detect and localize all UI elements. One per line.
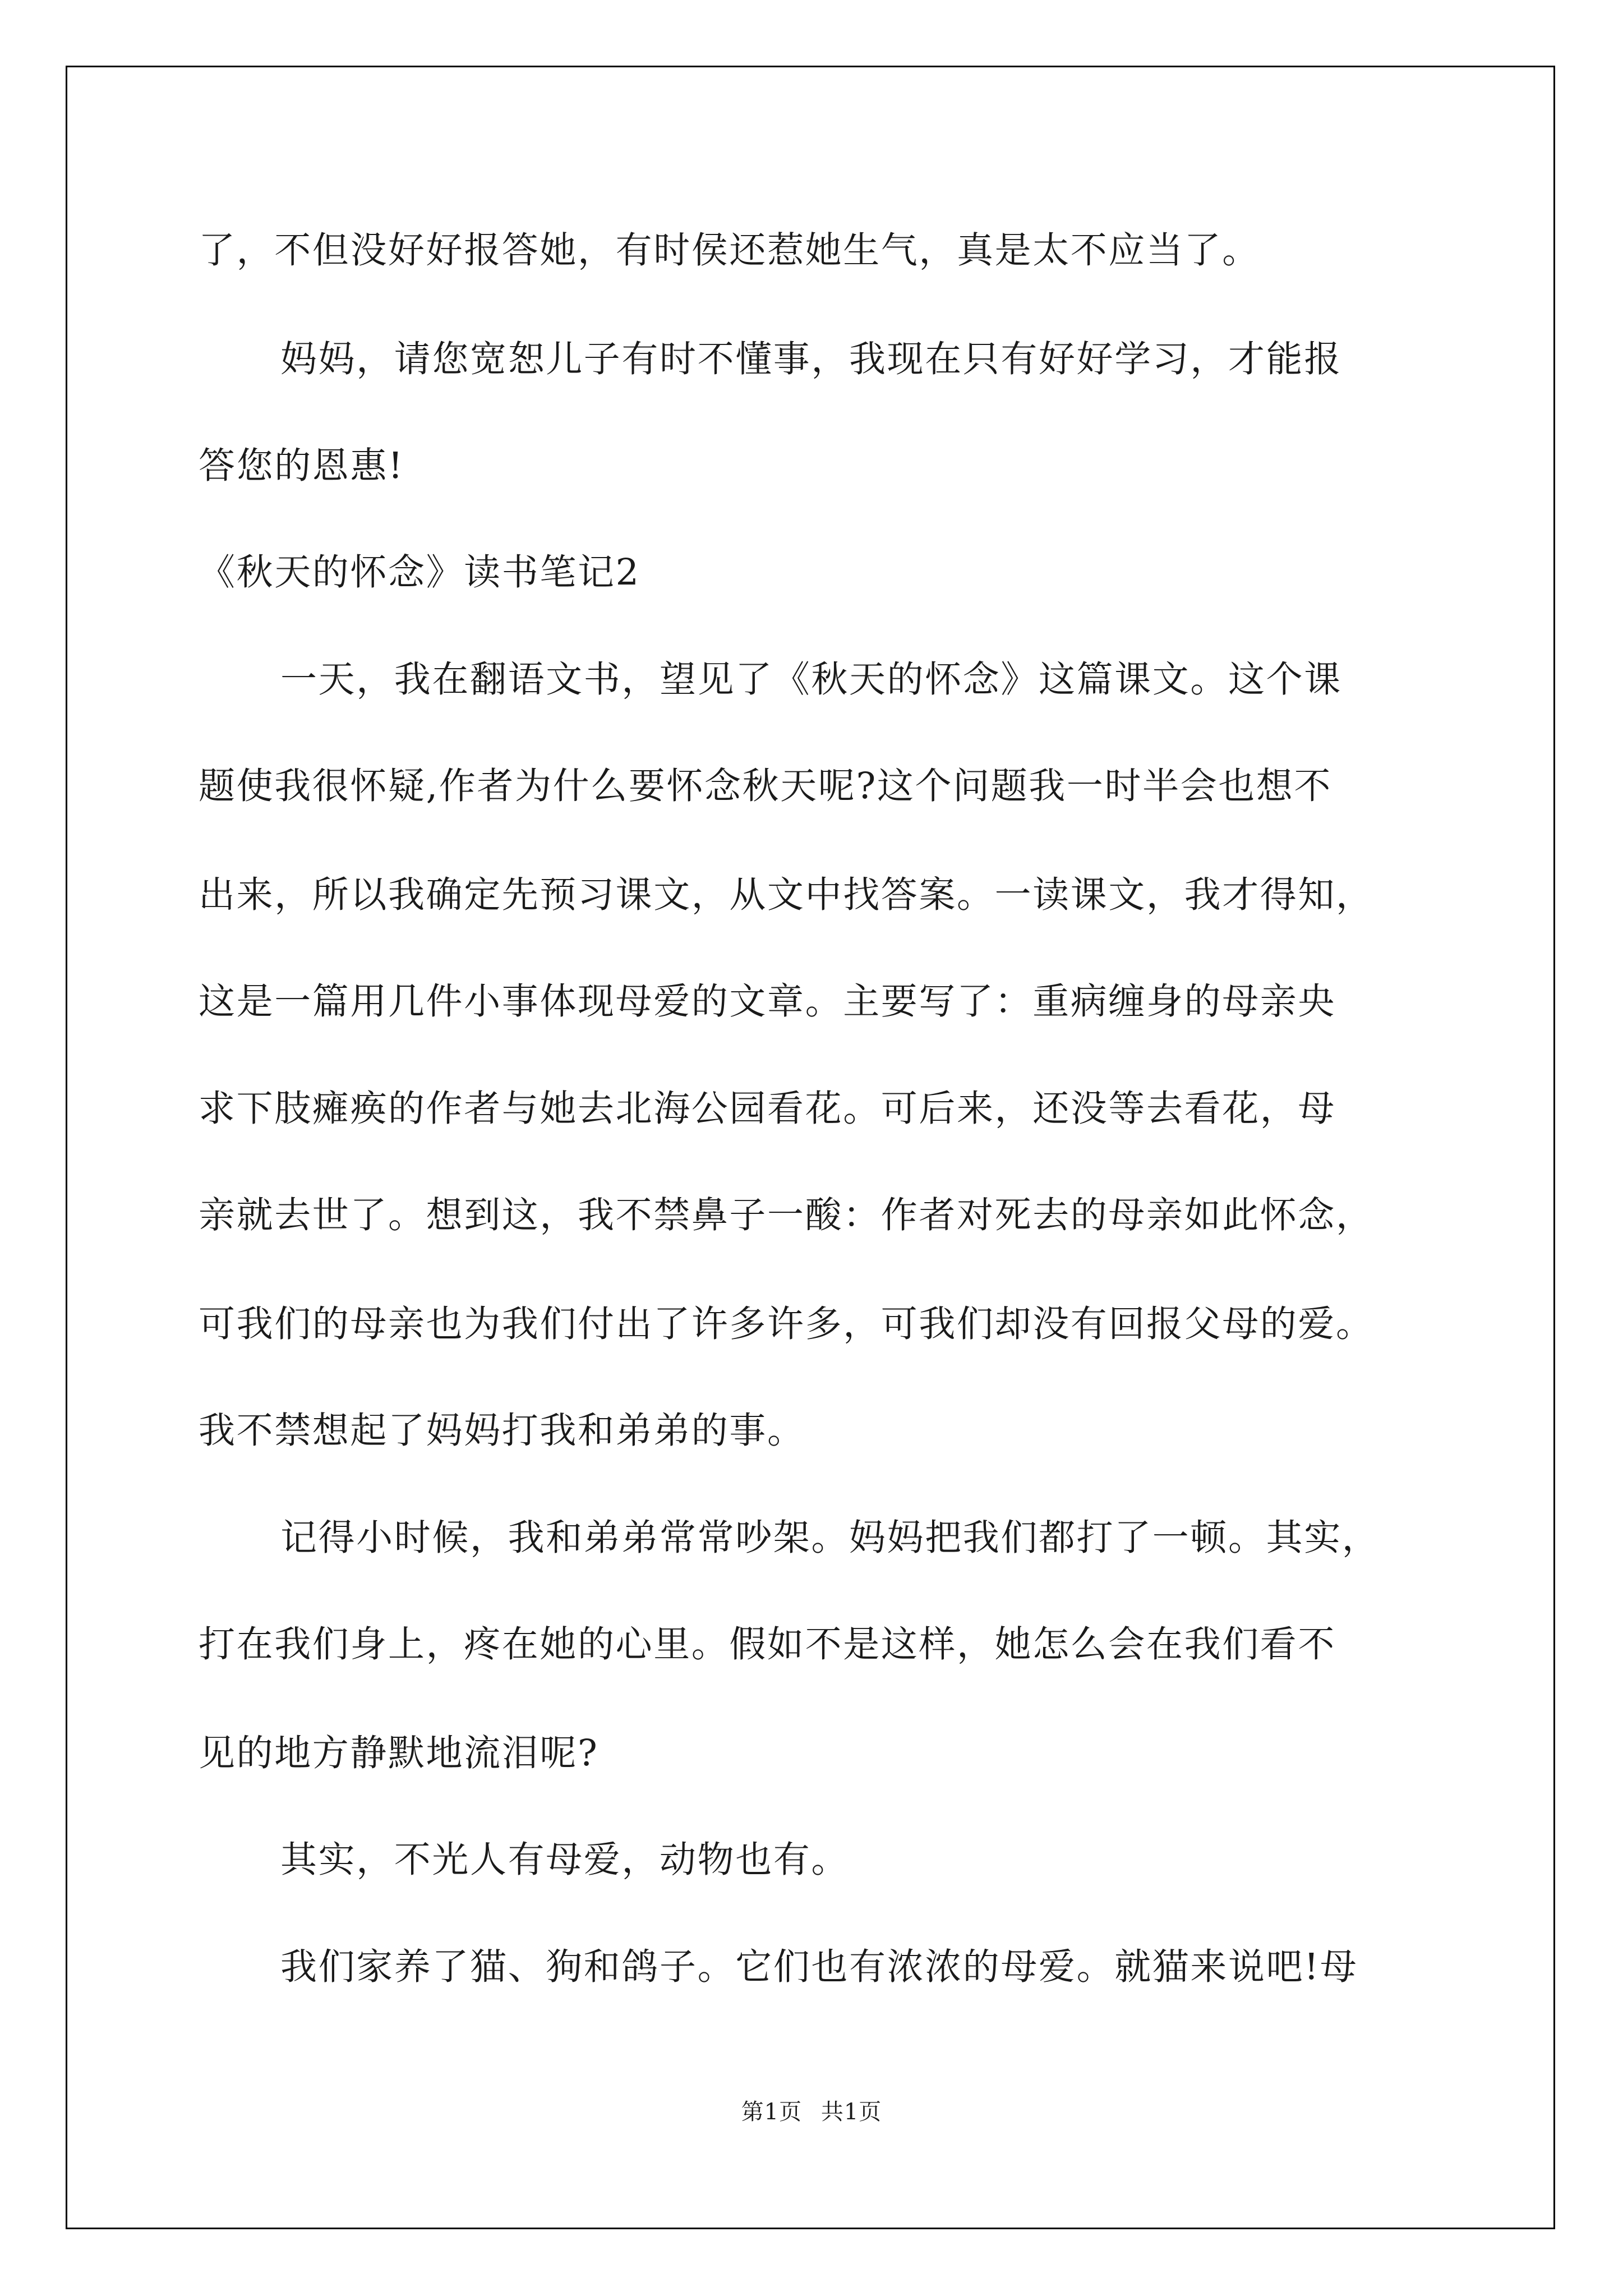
- body-line: 出来，所以我确定先预习课文，从文中找答案。一读课文，我才得知，: [199, 874, 1374, 916]
- body-line: 了，不但没好好报答她，有时侯还惹她生气，真是太不应当了。: [199, 229, 1260, 272]
- body-line: 这是一篇用几件小事体现母爱的文章。主要写了：重病缠身的母亲央: [199, 981, 1336, 1023]
- body-line: 打在我们身上，疼在她的心里。假如不是这样，她怎么会在我们看不: [199, 1623, 1336, 1665]
- body-line: 答您的恩惠!: [199, 445, 404, 487]
- body-line: 见的地方静默地流泪呢?: [199, 1732, 599, 1774]
- page-frame: [66, 66, 1555, 2229]
- section-title: 《秋天的怀念》读书笔记2: [199, 551, 640, 593]
- body-line: 一天，我在翻语文书，望见了《秋天的怀念》这篇课文。这个课: [280, 659, 1342, 701]
- body-line: 求下肢瘫痪的作者与她去北海公园看花。可后来，还没等去看花，母: [199, 1088, 1336, 1130]
- body-line: 题使我很怀疑,作者为什么要怀念秋天呢?这个问题我一时半会也想不: [199, 765, 1332, 807]
- page-total: 共1页: [820, 2099, 882, 2125]
- body-line: 我们家养了猫、狗和鸽子。它们也有浓浓的母爱。就猫来说吧!母: [280, 1946, 1358, 1988]
- page-footer: [0, 2101, 1623, 2123]
- body-line: 我不禁想起了妈妈打我和弟弟的事。: [199, 1410, 805, 1452]
- page-number: 第1页: [741, 2099, 803, 2125]
- body-line: 其实，不光人有母爱，动物也有。: [280, 1839, 850, 1881]
- body-line: 妈妈，请您宽恕儿子有时不懂事，我现在只有好好学习，才能报: [280, 338, 1342, 380]
- body-line: 可我们的母亲也为我们付出了许多许多，可我们却没有回报父母的爱。: [199, 1303, 1374, 1345]
- body-line: 记得小时候，我和弟弟常常吵架。妈妈把我们都打了一顿。其实，: [280, 1517, 1380, 1559]
- body-line: 亲就去世了。想到这，我不禁鼻子一酸：作者对死去的母亲如此怀念，: [199, 1194, 1374, 1236]
